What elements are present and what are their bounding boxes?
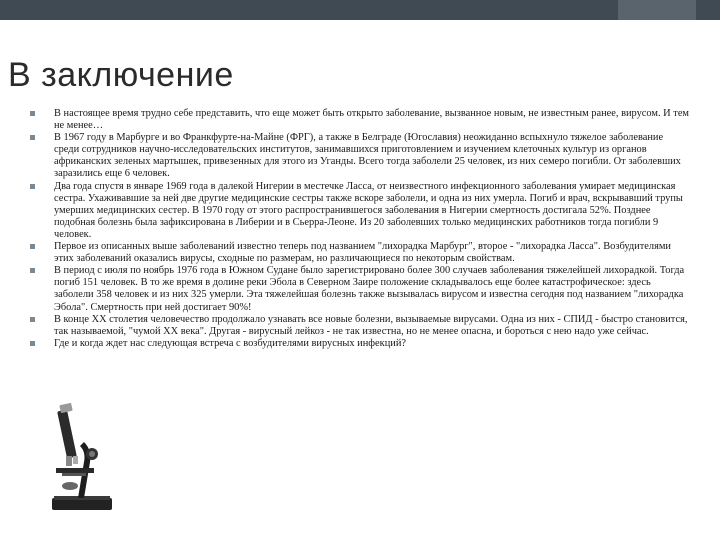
bullet-marker [30,268,35,273]
bullet-text: В конце XX столетия человечество продолжало узнавать все новые болезни, вызываемые вирусами. Одна из них - СПИД - быстро становится, так называемой, "чумой XX века". Другая - вирусный лейкоз - не так известна, но не менее опасна, и бороться с нею надо уже сейчас. [54,313,688,337]
bullet-item [30,181,690,241]
bullet-text: Где и когда ждет нас следующая встреча с возбудителями вирусных инфекций? [54,337,406,349]
bullet-marker [30,184,35,189]
bullet-item [30,241,690,265]
bullet-text: Первое из описанных выше заболеваний известно теперь под названием "лихорадка Марбург", второе - "лихорадка Ласса". Возбудителями этих заболеваний оказались вирусы, сходные по размерам, но различающиеся по некоторым свойствам. [54,241,671,265]
bullet-marker [30,317,35,322]
microscope-icon [40,402,122,514]
top-bar-accent [618,0,696,20]
bullet-item [30,265,690,313]
bullet-text: В 1967 году в Марбурге и во Франкфурте-на-Майне (ФРГ), а также в Белграде (Югославия) неожиданно вспыхнуло тяжелое заболевание среди сотрудников научно-исследовательских институтов, занимавшихся приготовлением и изучением клеточных культур из органов африканских зеленых мартышек, привезенных для этого из Уганды. Всего тогда заболели 25 человек, из них семеро погибли. От заболевших заразились еще 6 человек. [54,132,681,180]
bullet-text: В настоящее время трудно себе представить, что еще может быть открыто заболевание, вызванное новым, не известным ранее, вирусом. И тем не менее… [54,108,690,132]
bullet-marker [30,111,35,116]
slide-title: В заключение [8,56,234,94]
bullet-item [30,338,690,350]
bullet-list [30,108,690,350]
bullet-text: Два года спустя в январе 1969 года в далекой Нигерии в местечке Ласса, от неизвестного инфекционного заболевания умирает медицинская сестра. Ухаживавшие за ней две другие медицинские сестры также вскоре заболели, и одна из них умерла. Погиб и врач, вскрывавший трупы умерших медицинских сестер. В 1970 году от этого распространившегося заболевания в Нигерии смертность достигала 52%. Позднее подобная болезнь была зафиксирована в Либерии и в Сьерра-Леоне. Из 20 заболевших только медицинских работников тогда погибли 9 человек. [54,180,683,240]
bullet-item [30,132,690,180]
bullet-item [30,108,690,132]
bullet-marker [30,135,35,140]
bullet-marker [30,244,35,249]
bullet-marker [30,341,35,346]
bullet-item [30,314,690,338]
bullet-text: В период с июля по ноябрь 1976 года в Южном Судане было зарегистрировано более 300 случаев заболевания тяжелейшей лихорадкой. Тогда погиб 151 человек. В то же время в долине реки Эбола в Северном Заире положение складывалось еще более катастрофическое: здесь заболели 358 человек и из них 325 умерли. Эта тяжелейшая болезнь также вызывалась вирусом и известна сегодня под названием "лихорадка Эбола". Смертность при ней достигает 90%! [54,265,685,313]
top-bar [0,0,720,20]
